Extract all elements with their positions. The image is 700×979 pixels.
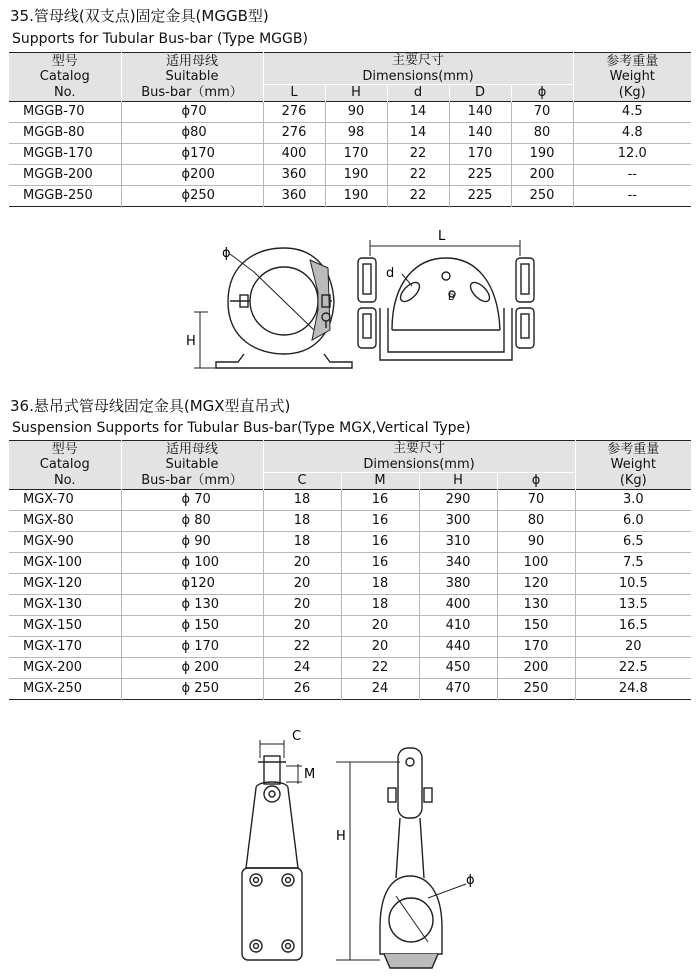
mggb-h-label: H [186, 334, 196, 349]
cell-catalog: MGX-170 [9, 636, 121, 657]
cell-busbar: ϕ 170 [121, 636, 263, 657]
cell-dimension: 20 [263, 615, 341, 636]
mgx-m-label: M [304, 767, 316, 782]
cell-dimension: 140 [449, 122, 511, 143]
header-weight: 参考重量 Weight (Kg) [573, 53, 691, 102]
cell-dimension: 450 [419, 657, 497, 678]
cell-busbar: ϕ 70 [121, 489, 263, 510]
cell-dimension: 130 [497, 594, 575, 615]
mgx-c-label: C [292, 729, 302, 744]
table-row [9, 552, 691, 573]
cell-catalog: MGGB-250 [9, 185, 121, 206]
cell-weight: 7.5 [575, 552, 691, 573]
table-row [9, 678, 691, 699]
table-row [9, 185, 691, 206]
mgx-drawing [230, 728, 490, 973]
cell-weight: -- [573, 164, 691, 185]
cell-dimension: 290 [419, 489, 497, 510]
cell-catalog: MGX-150 [9, 615, 121, 636]
cell-dimension: 20 [263, 594, 341, 615]
cell-busbar: ϕ 250 [121, 678, 263, 699]
mgx-front-view [336, 748, 466, 968]
cell-dimension: 190 [325, 185, 387, 206]
cell-dimension: 90 [325, 101, 387, 122]
cell-catalog: MGGB-80 [9, 122, 121, 143]
cell-catalog: MGX-130 [9, 594, 121, 615]
cell-catalog: MGX-250 [9, 678, 121, 699]
cell-dimension: 20 [263, 573, 341, 594]
cell-catalog: MGX-100 [9, 552, 121, 573]
section-35-subtitle: Supports for Tubular Bus-bar (Type MGGB) [12, 31, 308, 47]
cell-catalog: MGX-90 [9, 531, 121, 552]
section-36-subtitle: Suspension Supports for Tubular Bus-bar(Type MGX,Vertical Type) [12, 420, 471, 436]
table-row [9, 101, 691, 122]
header-weight: 参考重量 Weight (Kg) [575, 441, 691, 490]
cell-dimension: 250 [497, 678, 575, 699]
cell-dimension: 20 [341, 636, 419, 657]
cell-dimension: 98 [325, 122, 387, 143]
cell-dimension: 470 [419, 678, 497, 699]
cell-dimension: 14 [387, 101, 449, 122]
cell-dimension: 16 [341, 531, 419, 552]
cell-dimension: 150 [497, 615, 575, 636]
cell-busbar: ϕ 100 [121, 552, 263, 573]
cell-dimension: 410 [419, 615, 497, 636]
header-dim-h: H [419, 473, 497, 490]
cell-dimension: 80 [511, 122, 573, 143]
cell-dimension: 170 [497, 636, 575, 657]
cell-weight: 24.8 [618, 681, 648, 696]
cell-weight: 22.5 [575, 657, 691, 678]
mggb-outer-d-label: D [448, 293, 455, 303]
header-dim-phi: ϕ [511, 85, 573, 102]
mgx-spec-table [9, 440, 691, 700]
cell-weight: 16.5 [575, 615, 691, 636]
header-busbar: 适用母线 Suitable Bus-bar（mm） [121, 53, 263, 102]
header-busbar: 适用母线 Suitable Bus-bar（mm） [121, 441, 263, 490]
cell-dimension: 300 [419, 510, 497, 531]
mggb-drawing [180, 222, 560, 372]
cell-dimension: 14 [387, 122, 449, 143]
table-row [9, 657, 691, 678]
cell-busbar: ϕ 90 [121, 531, 263, 552]
cell-dimension: 90 [497, 531, 575, 552]
cell-dimension: 22 [341, 657, 419, 678]
cell-catalog: MGGB-170 [9, 143, 121, 164]
cell-dimension: 225 [449, 164, 511, 185]
cell-catalog: MGX-120 [9, 573, 121, 594]
cell-dimension: 18 [263, 531, 341, 552]
cell-busbar: ϕ200 [121, 164, 263, 185]
cell-dimension: 22 [387, 164, 449, 185]
cell-dimension: 200 [497, 657, 575, 678]
header-dimensions: 主要尺寸 Dimensions(mm) [263, 53, 573, 85]
cell-dimension: 250 [511, 185, 573, 206]
cell-dimension: 20 [263, 552, 341, 573]
cell-dimension: 22 [263, 636, 341, 657]
cell-dimension: 120 [497, 573, 575, 594]
mggb-front-view [358, 240, 534, 360]
cell-catalog: MGGB-200 [9, 164, 121, 185]
section-35-title: 35.管母线(双支点)固定金具(MGGB型) [10, 7, 269, 25]
header-dim-m: M [341, 473, 419, 490]
cell-dimension: 16 [341, 510, 419, 531]
cell-dimension: 190 [511, 143, 573, 164]
cell-dimension: 400 [263, 143, 325, 164]
cell-weight: 6.5 [575, 531, 691, 552]
cell-dimension: 190 [325, 164, 387, 185]
mggb-spec-table [9, 52, 691, 207]
cell-weight: 20 [575, 636, 691, 657]
cell-busbar: ϕ120 [121, 573, 263, 594]
mgx-h-label: H [336, 829, 346, 844]
mggb-d-label: d [386, 266, 395, 281]
cell-dimension: 26 [263, 678, 341, 699]
cell-weight: 12.0 [573, 143, 691, 164]
header-catalog: 型号 Catalog No. [9, 53, 121, 102]
cell-weight: 4.8 [573, 122, 691, 143]
cell-dimension: 18 [263, 489, 341, 510]
cell-dimension: 80 [497, 510, 575, 531]
cell-dimension: 400 [419, 594, 497, 615]
cell-dimension: 170 [325, 143, 387, 164]
table-row [9, 122, 691, 143]
table-header [9, 53, 691, 102]
cell-catalog: MGGB-70 [9, 101, 121, 122]
cell-dimension: 225 [449, 185, 511, 206]
header-dim-outer-d: D [449, 85, 511, 102]
cell-dimension: 100 [497, 552, 575, 573]
cell-dimension: 340 [419, 552, 497, 573]
cell-dimension: 276 [263, 101, 325, 122]
cell-dimension: 24 [341, 678, 419, 699]
cell-weight: 3.0 [575, 489, 691, 510]
table-row [9, 531, 691, 552]
mgx-side-view [242, 740, 302, 960]
cell-weight: 13.5 [575, 594, 691, 615]
cell-busbar: ϕ170 [121, 143, 263, 164]
header-dim-c: C [263, 473, 341, 490]
table-row [9, 510, 691, 531]
cell-dimension: 310 [419, 531, 497, 552]
cell-dimension: 440 [419, 636, 497, 657]
cell-busbar: ϕ80 [121, 122, 263, 143]
cell-busbar: ϕ70 [121, 101, 263, 122]
table-row [9, 489, 691, 510]
mggb-phi-label: ϕ [222, 246, 231, 261]
header-catalog: 型号 Catalog No. [9, 441, 121, 490]
table-row [9, 164, 691, 185]
cell-dimension: 18 [263, 510, 341, 531]
cell-dimension: 24 [263, 657, 341, 678]
cell-busbar: ϕ 150 [121, 615, 263, 636]
cell-busbar: ϕ 130 [121, 594, 263, 615]
cell-dimension: 380 [419, 573, 497, 594]
cell-dimension: 22 [387, 143, 449, 164]
cell-weight: 4.5 [573, 101, 691, 122]
cell-weight: 10.5 [575, 573, 691, 594]
cell-dimension: 16 [341, 489, 419, 510]
table-row [9, 143, 691, 164]
header-dim-phi: ϕ [497, 473, 575, 490]
header-dimensions: 主要尺寸 Dimensions(mm) [263, 441, 575, 473]
cell-catalog: MGX-80 [9, 510, 121, 531]
mggb-l-label: L [438, 229, 446, 244]
cell-catalog: MGX-70 [9, 489, 121, 510]
section-36-title: 36.悬吊式管母线固定金具(MGX型直吊式) [10, 397, 291, 415]
cell-dimension: 22 [387, 185, 449, 206]
cell-dimension: 20 [341, 615, 419, 636]
cell-dimension: 18 [341, 573, 419, 594]
cell-busbar: ϕ 80 [121, 510, 263, 531]
cell-dimension: 200 [511, 164, 573, 185]
cell-dimension: 16 [341, 552, 419, 573]
mgx-phi-label: ϕ [466, 873, 475, 888]
header-dim-h: H [325, 85, 387, 102]
table-row [9, 636, 691, 657]
cell-dimension: 18 [341, 594, 419, 615]
header-dim-d: d [387, 85, 449, 102]
header-dim-l: L [263, 85, 325, 102]
cell-weight: -- [627, 188, 637, 203]
cell-dimension: 360 [263, 164, 325, 185]
cell-dimension: 360 [263, 185, 325, 206]
cell-dimension: 140 [449, 101, 511, 122]
cell-busbar: ϕ250 [121, 185, 263, 206]
table-row [9, 615, 691, 636]
cell-weight: 6.0 [575, 510, 691, 531]
cell-catalog: MGX-200 [9, 657, 121, 678]
table-header [9, 441, 691, 490]
mggb-side-view [194, 248, 352, 368]
cell-dimension: 70 [511, 101, 573, 122]
cell-dimension: 70 [497, 489, 575, 510]
cell-dimension: 170 [449, 143, 511, 164]
table-row [9, 573, 691, 594]
table-row [9, 594, 691, 615]
cell-busbar: ϕ 200 [121, 657, 263, 678]
cell-dimension: 276 [263, 122, 325, 143]
